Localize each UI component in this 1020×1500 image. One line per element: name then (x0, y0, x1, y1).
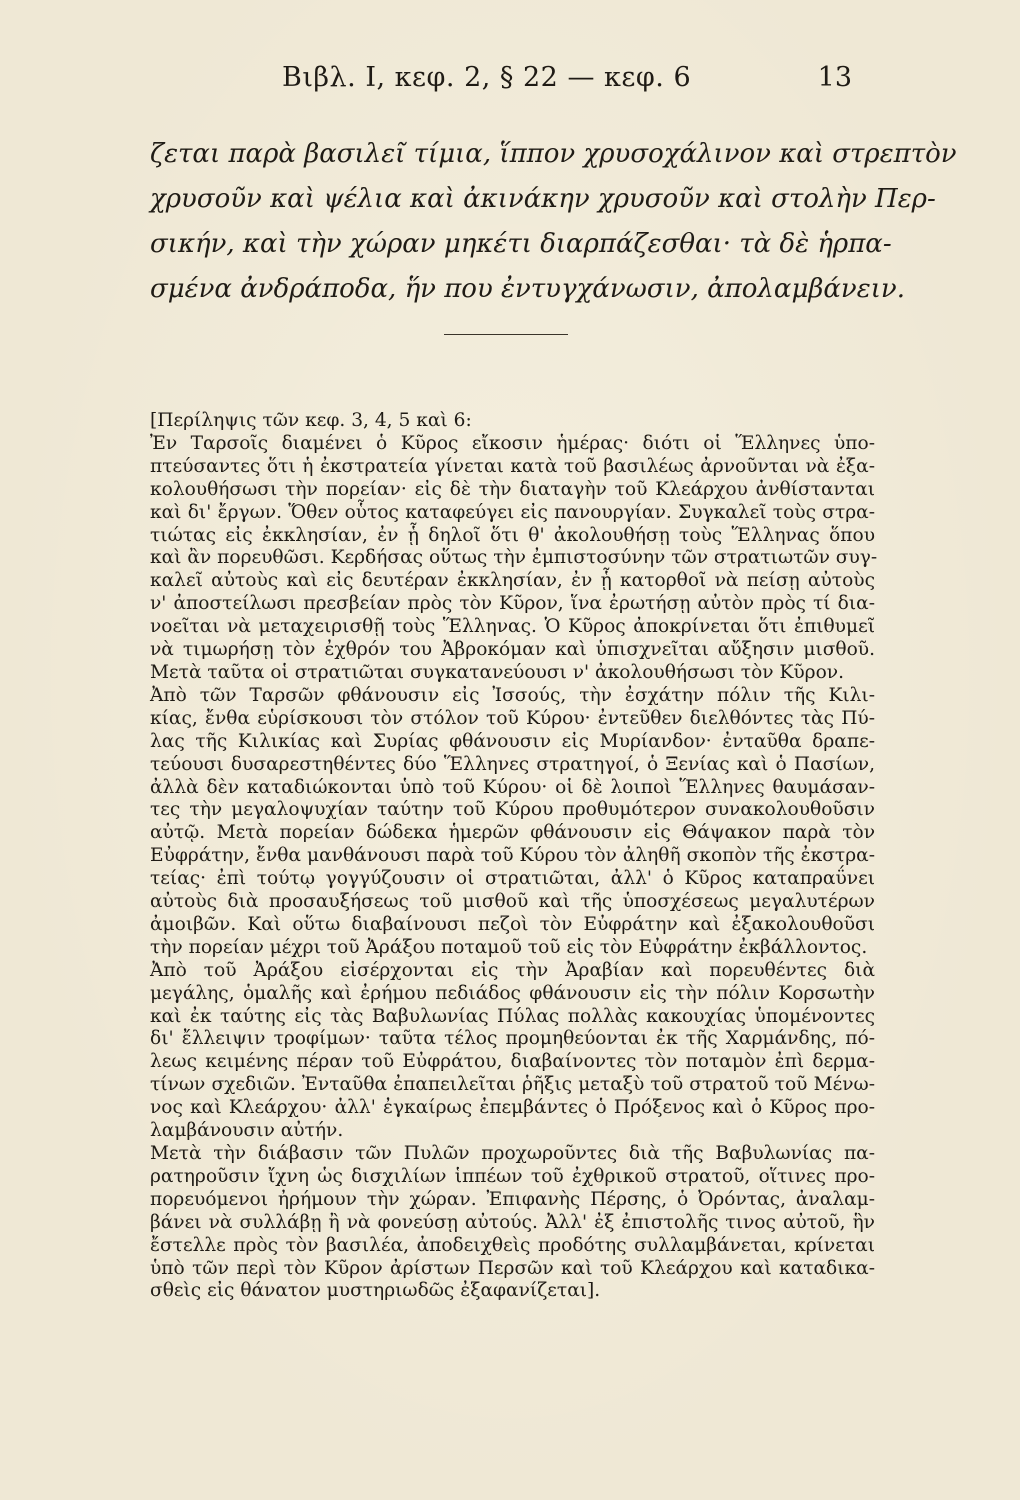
text-line: σμένα ἀνδράποδα, ἥν που ἐντυγχάνωσιν, ἀπολαμβάνειν. (150, 274, 905, 304)
summary-line: Ἀπὸ τοῦ Ἀράξου εἰσέρχονται εἰς τὴν Ἀραβίαν καὶ πορευθέντες διὰ (150, 959, 875, 981)
summary-line: δι' ἔλλειψιν τροφίμων· ταῦτα τέλος προμηθεύονται ἐκ τῆς Χαρμάνδης, πό- (150, 1028, 875, 1050)
summary-line: βάνει νὰ συλλάβῃ ἢ νὰ φονεύσῃ αὐτούς. Ἀλλ' ἐξ ἐπιστολῆς τινος αὐτοῦ, ἣν (150, 1211, 875, 1233)
summary-line: τιώτας εἰς ἐκκλησίαν, ἐν ᾗ δηλοῖ ὅτι θ' ἀκολουθήσῃ τοὺς Ἕλληνας ὅπου (150, 524, 875, 546)
summary-line: λαμβάνουσιν αὐτήν. (150, 1120, 344, 1142)
page-number: 13 (817, 62, 852, 93)
summary-line: ν' ἀποστείλωσι πρεσβείαν πρὸς τὸν Κῦρον, ἵνα ἐρωτήσῃ αὐτὸν πρὸς τί δια- (150, 593, 875, 615)
summary-line: λεως κειμένης πέραν τοῦ Εὐφράτου, διαβαίνοντες τὸν ποταμὸν ἐπὶ δερμα- (150, 1051, 875, 1073)
summary-line: ἀμοιβῶν. Καὶ οὕτω διαβαίνουσι πεζοὶ τὸν Εὐφράτην καὶ ἐξακολουθοῦσι (150, 913, 875, 935)
summary-line: τείας· ἐπὶ τούτῳ γογγύζουσιν οἱ στρατιῶται, ἀλλ' ὁ Κῦρος καταπραΰνει (150, 868, 875, 890)
summary-line: Μετὰ ταῦτα οἱ στρατιῶται συγκατανεύουσι ν' ἀκολουθήσωσι τὸν Κῦρον. (150, 661, 845, 683)
text-line: χρυσοῦν καὶ ψέλια καὶ ἀκινάκην χρυσοῦν καὶ στολὴν Περ- (150, 184, 936, 214)
main-text-block (150, 132, 957, 312)
summary-line: καλεῖ αὐτοὺς καὶ εἰς δευτέραν ἐκκλησίαν, ἐν ᾗ κατορθοῖ νὰ πείσῃ αὐτοὺς (150, 570, 875, 592)
summary-line: τεύουσι δυσαρεστηθέντες δύο Ἕλληνες στρατηγοί, ὁ Ξενίας καὶ ὁ Πασίων, (150, 753, 875, 775)
summary-line: κίας, ἔνθα εὑρίσκουσι τὸν στόλον τοῦ Κύρου· ἐντεῦθεν διελθόντες τὰς Πύ- (150, 707, 875, 729)
summary-line: τίνων σχεδιῶν. Ἐνταῦθα ἐπαπειλεῖται ῥῆξις μεταξὺ τοῦ στρατοῦ τοῦ Μένω- (150, 1074, 875, 1096)
summary-line: καὶ ἐκ ταύτης εἰς τὰς Βαβυλωνίας Πύλας πολλὰς κακουχίας ὑπομένοντες (150, 1005, 875, 1027)
summary-line: τὴν πορείαν μέχρι τοῦ Ἀράξου ποταμοῦ τοῦ εἰς τὸν Εὐφράτην ἐκβάλλοντος. (150, 936, 868, 958)
summary-line: Ἀπὸ τῶν Ταρσῶν φθάνουσιν εἰς Ἰσσούς, τὴν ἐσχάτην πόλιν τῆς Κιλι- (150, 684, 875, 706)
summary-line: πορευόμενοι ἠρήμουν τὴν χώραν. Ἐπιφανὴς Πέρσης, ὁ Ὀρόντας, ἀναλαμ- (150, 1188, 875, 1210)
summary-heading: [Περίληψις τῶν κεφ. 3, 4, 5 καὶ 6: (150, 410, 472, 431)
summary-block (150, 410, 878, 1303)
summary-line: νὰ τιμωρήσῃ τὸν ἐχθρόν του Ἀβροκόμαν καὶ ὑπισχνεῖται αὔξησιν μισθοῦ. (150, 639, 875, 661)
page-header (150, 62, 852, 102)
running-head: Βιβλ. Ι, κεφ. 2, § 22 — κεφ. 6 (282, 62, 692, 93)
summary-line: ὑπὸ τῶν περὶ τὸν Κῦρον ἀρίστων Περσῶν καὶ τοῦ Κλεάρχου καὶ καταδικα- (150, 1257, 875, 1279)
summary-line: ἀλλὰ δὲν καταδιώκονται ὑπὸ τοῦ Κύρου· οἱ δὲ λοιποὶ Ἕλληνες θαυμάσαν- (150, 776, 875, 798)
summary-line: λας τῆς Κιλικίας καὶ Συρίας φθάνουσιν εἰς Μυρίανδον· ἐνταῦθα δραπε- (150, 730, 875, 752)
summary-line: ρατηροῦσιν ἴχνη ὡς δισχιλίων ἱππέων τοῦ ἐχθρικοῦ στρατοῦ, οἵτινες προ- (150, 1165, 875, 1187)
summary-line: ἔστελλε πρὸς τὸν βασιλέα, ἀποδειχθεὶς προδότης συλλαμβάνεται, κρίνεται (150, 1234, 875, 1256)
summary-line: Μετὰ τὴν διάβασιν τῶν Πυλῶν προχωροῦντες διὰ τῆς Βαβυλωνίας πα- (150, 1143, 875, 1164)
summary-line: κολουθήσωσι τὴν πορείαν· εἰς δὲ τὴν διαταγὴν τοῦ Κλεάρχου ἀνθίστανται (150, 478, 875, 500)
summary-line: Εὐφράτην, ἔνθα μανθάνουσι παρὰ τοῦ Κύρου τὸν ἀληθῆ σκοπὸν τῆς ἐκστρα- (150, 845, 875, 867)
summary-line: νοεῖται νὰ μεταχειρισθῇ τοὺς Ἕλληνας. Ὁ Κῦρος ἀποκρίνεται ὅτι ἐπιθυμεῖ (150, 616, 875, 638)
summary-line: σθεὶς εἰς θάνατον μυστηριωδῶς ἐξαφανίζεται]. (150, 1280, 601, 1302)
summary-line: καὶ ἂν πορευθῶσι. Κερδήσας οὕτως τὴν ἐμπιστοσύνην τῶν στρατιωτῶν συγ- (150, 547, 878, 569)
summary-line: μεγάλης, ὁμαλῆς καὶ ἐρήμου πεδιάδος φθάνουσιν εἰς τὴν πόλιν Κορσωτὴν (150, 982, 875, 1004)
text-line: ζεται παρὰ βασιλεῖ τίμια, ἵππον χρυσοχάλινον καὶ στρεπτὸν (150, 139, 957, 169)
summary-line: καὶ δι' ἔργων. Ὅθεν οὗτος καταφεύγει εἰς πανουργίαν. Συγκαλεῖ τοὺς στρα- (150, 501, 875, 523)
summary-line: νος καὶ Κλεάρχου· ἀλλ' ἐγκαίρως ἐπεμβάντες ὁ Πρόξενος καὶ ὁ Κῦρος προ- (150, 1097, 875, 1119)
summary-line: πτεύσαντες ὅτι ἡ ἐκστρατεία γίνεται κατὰ τοῦ βασιλέως ἀρνοῦνται νὰ ἐξα- (150, 455, 875, 477)
summary-line: τες τὴν μεγαλοψυχίαν ταύτην τοῦ Κύρου προθυμότερον συνακολουθοῦσιν (150, 799, 875, 821)
section-divider (444, 334, 568, 335)
text-line: σικήν, καὶ τὴν χώραν μηκέτι διαρπάζεσθαι· τὰ δὲ ἡρπα- (150, 229, 892, 259)
summary-line: αὐτοὺς διὰ προσαυξήσεως τοῦ μισθοῦ καὶ τῆς ὑποσχέσεως μεγαλυτέρων (150, 891, 875, 913)
summary-line: Ἐν Ταρσοῖς διαμένει ὁ Κῦρος εἴκοσιν ἡμέρας· διότι οἱ Ἕλληνες ὑπο- (150, 432, 875, 454)
summary-line: αὐτῷ. Μετὰ πορείαν δώδεκα ἡμερῶν φθάνουσιν εἰς Θάψακον παρὰ τὸν (150, 822, 875, 844)
